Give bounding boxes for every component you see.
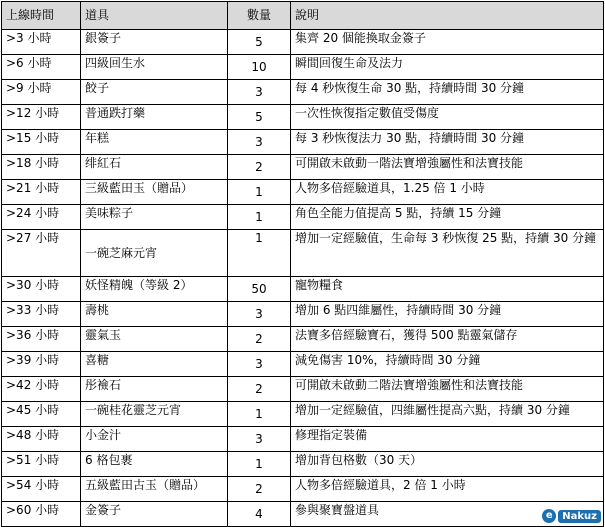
table-row <box>2 155 604 180</box>
header-desc: 說明 <box>291 2 604 30</box>
cell-desc: 人物多倍經驗道具，2 倍 1 小時 <box>291 477 604 502</box>
cell-desc: 角色全能力值提高 5 點，持續 15 分鐘 <box>291 205 604 230</box>
cell-desc: 增加一定經驗值，生命每 3 秒恢復 25 點，持續 30 分鐘 <box>291 230 604 277</box>
cell-qty: 2 <box>228 155 291 180</box>
cell-item: 餃子 <box>81 80 228 105</box>
cell-time: >15 小時 <box>2 130 81 155</box>
cell-desc: 集齊 20 個能換取金簽子 <box>291 30 604 55</box>
cell-item: 金簽子 <box>81 502 228 527</box>
cell-qty: 2 <box>228 477 291 502</box>
cell-item: 四級回生水 <box>81 55 228 80</box>
cell-desc: 參與聚寶盤道具 <box>291 502 604 527</box>
cell-time: >27 小時 <box>2 230 81 277</box>
table-row <box>2 277 604 302</box>
table-row <box>2 302 604 327</box>
cell-desc: 可開啟未啟動二階法寶增強屬性和法寶技能 <box>291 377 604 402</box>
cell-qty: 50 <box>228 277 291 302</box>
cell-time: >21 小時 <box>2 180 81 205</box>
cell-desc: 修理指定裝備 <box>291 427 604 452</box>
table-row <box>2 452 604 477</box>
cell-qty: 4 <box>228 502 291 527</box>
cell-time: >54 小時 <box>2 477 81 502</box>
cell-time: >48 小時 <box>2 427 81 452</box>
cell-desc: 增加一定經驗值，四維屬性提高六點，持續 30 分鐘 <box>291 402 604 427</box>
cell-desc: 可開啟未啟動一階法寶增強屬性和法寶技能 <box>291 155 604 180</box>
table-row <box>2 80 604 105</box>
cell-desc: 每 3 秒恢復法力 30 點，持續時間 30 分鐘 <box>291 130 604 155</box>
cell-desc: 人物多倍經驗道具，1.25 倍 1 小時 <box>291 180 604 205</box>
cell-time: >36 小時 <box>2 327 81 352</box>
cell-desc: 增加 6 點四維屬性，持續時間 30 分鐘 <box>291 302 604 327</box>
cell-item: 靈氣玉 <box>81 327 228 352</box>
cell-qty: 1 <box>228 205 291 230</box>
cell-item: 一碗桂花靈芝元宵 <box>81 402 228 427</box>
table-row <box>2 352 604 377</box>
reward-table <box>1 1 604 527</box>
cell-item: 彤襝石 <box>81 377 228 402</box>
table-row <box>2 30 604 55</box>
cell-qty: 3 <box>228 352 291 377</box>
cell-time: >18 小時 <box>2 155 81 180</box>
cell-time: >39 小時 <box>2 352 81 377</box>
cell-qty: 2 <box>228 327 291 352</box>
cell-desc: 減免傷害 10%，持續時間 30 分鐘 <box>291 352 604 377</box>
cell-desc: 一次性恢復指定數值受傷度 <box>291 105 604 130</box>
cell-time: >6 小時 <box>2 55 81 80</box>
table-row <box>2 205 604 230</box>
cell-qty: 3 <box>228 130 291 155</box>
table-row <box>2 105 604 130</box>
cell-qty: 10 <box>228 55 291 80</box>
cell-qty: 3 <box>228 80 291 105</box>
cell-time: >51 小時 <box>2 452 81 477</box>
cell-item: 小金汁 <box>81 427 228 452</box>
cell-item: 銀簽子 <box>81 30 228 55</box>
cell-time: >30 小時 <box>2 277 81 302</box>
table-row <box>2 55 604 80</box>
cell-item: 壽桃 <box>81 302 228 327</box>
logo-icon: e <box>542 509 556 523</box>
cell-time: >9 小時 <box>2 80 81 105</box>
cell-desc: 寵物糧食 <box>291 277 604 302</box>
cell-time: >24 小時 <box>2 205 81 230</box>
cell-qty: 5 <box>228 30 291 55</box>
cell-qty: 1 <box>228 452 291 477</box>
cell-time: >3 小時 <box>2 30 81 55</box>
cell-item: 五級藍田古玉（贈品） <box>81 477 228 502</box>
header-row <box>2 2 604 30</box>
cell-time: >60 小時 <box>2 502 81 527</box>
table-row <box>2 402 604 427</box>
table-row <box>2 230 604 277</box>
cell-qty: 1 <box>228 230 291 277</box>
header-qty: 數量 <box>228 2 291 30</box>
table-row <box>2 180 604 205</box>
cell-qty: 1 <box>228 180 291 205</box>
cell-item: 6 格包裹 <box>81 452 228 477</box>
cell-qty: 2 <box>228 377 291 402</box>
cell-desc: 每 4 秒恢復生命 30 點，持續時間 30 分鐘 <box>291 80 604 105</box>
cell-time: >33 小時 <box>2 302 81 327</box>
cell-time: >42 小時 <box>2 377 81 402</box>
cell-qty: 3 <box>228 302 291 327</box>
cell-item: 喜糖 <box>81 352 228 377</box>
cell-item: 绯紅石 <box>81 155 228 180</box>
cell-desc: 法寶多倍經驗寶石，獲得 500 點靈氣儲存 <box>291 327 604 352</box>
table-row <box>2 502 604 527</box>
logo-text: Nakuz <box>558 510 601 523</box>
cell-item: 妖怪精魄（等級 2） <box>81 277 228 302</box>
cell-desc: 增加背包格數（30 天） <box>291 452 604 477</box>
cell-item: 三級藍田玉（贈品） <box>81 180 228 205</box>
table-row <box>2 377 604 402</box>
cell-desc: 瞬間回復生命及法力 <box>291 55 604 80</box>
cell-item: 美味粽子 <box>81 205 228 230</box>
table-row <box>2 427 604 452</box>
cell-item: 年糕 <box>81 130 228 155</box>
table-row <box>2 327 604 352</box>
header-item: 道具 <box>81 2 228 30</box>
cell-qty: 1 <box>228 402 291 427</box>
cell-time: >12 小時 <box>2 105 81 130</box>
cell-qty: 5 <box>228 105 291 130</box>
table-row <box>2 130 604 155</box>
header-time: 上線時間 <box>2 2 81 30</box>
cell-item: 一碗芝麻元宵 <box>81 230 228 277</box>
cell-item: 普通跌打藥 <box>81 105 228 130</box>
watermark-logo <box>542 509 601 523</box>
cell-time: >45 小時 <box>2 402 81 427</box>
table-row <box>2 477 604 502</box>
cell-qty: 3 <box>228 427 291 452</box>
